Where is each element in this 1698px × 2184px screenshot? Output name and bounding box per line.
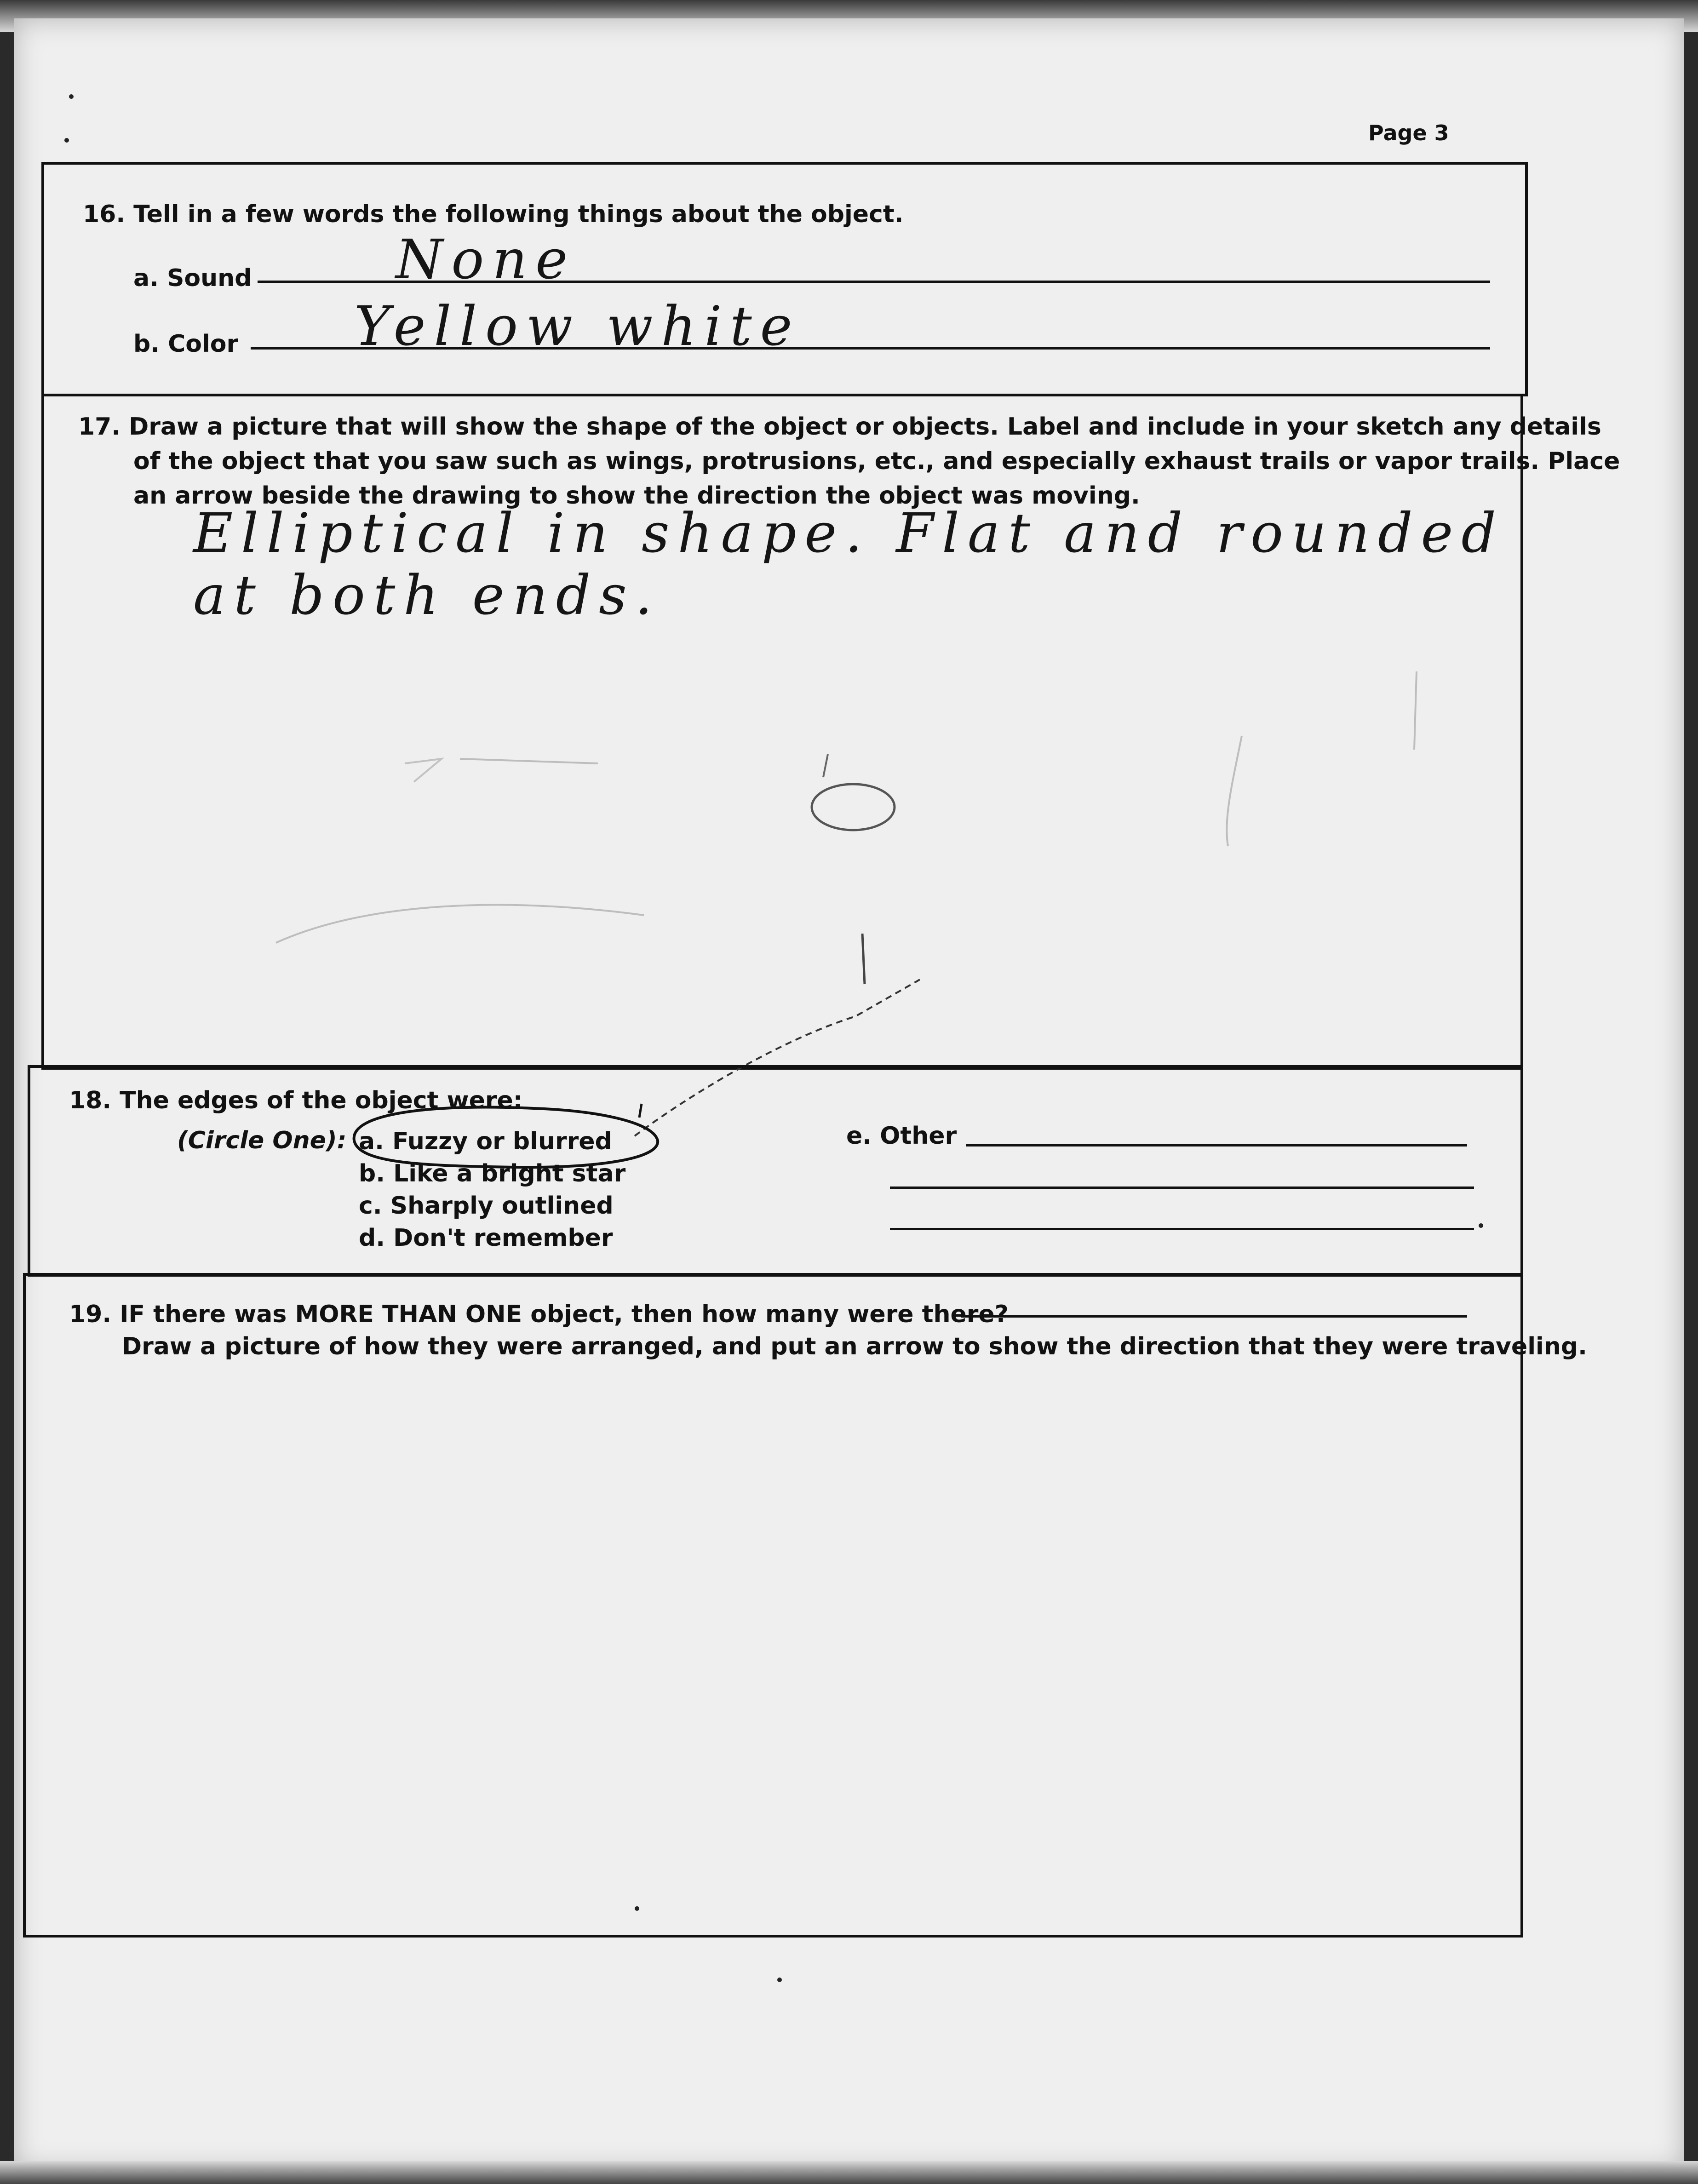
circle-one-instruction: (Circle One): [177, 1127, 347, 1154]
option-c[interactable]: c. Sharply outlined [359, 1192, 614, 1220]
q17-text-1: Draw a picture that will show the shape of the object or objects. Label and include in your sketch any details [129, 413, 1601, 441]
q17-handwriting-1: Elliptical in shape. Flat and rounded [193, 501, 1504, 565]
q19-line1 [69, 1297, 1009, 1332]
speck [64, 138, 69, 143]
option-a[interactable]: a. Fuzzy or blurred [359, 1128, 612, 1155]
sound-answer: None [396, 228, 576, 291]
speck [635, 1906, 639, 1911]
color-label: b. Color [133, 330, 239, 358]
q19-number: 19. [69, 1301, 112, 1328]
q18-number: 18. [69, 1087, 112, 1114]
q18-text: The edges of the object were: [120, 1087, 523, 1114]
option-e-label: e. Other [846, 1122, 957, 1150]
selection-circle [340, 1090, 671, 1173]
q17-number: 17. [78, 413, 121, 441]
q16-text: Tell in a few words the following things about the object. [133, 201, 904, 228]
other-line-3[interactable] [890, 1228, 1474, 1230]
q19-count-line[interactable] [961, 1315, 1467, 1318]
option-b[interactable]: b. Like a bright star [359, 1160, 626, 1187]
section-19-box [23, 1273, 1523, 1938]
q17-line2: of the object that you saw such as wings, protrusions, etc., and especially exhaust trails or vapor trails. Place [133, 447, 1620, 475]
option-d[interactable]: d. Don't remember [359, 1224, 613, 1252]
q19-text-1: IF there was MORE THAN ONE object, then how many were there? [120, 1301, 1009, 1328]
color-answer: Yellow white [354, 294, 801, 358]
q19-line2: Draw a picture of how they were arranged, and put an arrow to show the direction that they were traveling. [122, 1333, 1587, 1360]
other-line-1[interactable] [966, 1144, 1467, 1146]
arrow-stroke [823, 754, 828, 777]
object-ellipse-drawing [812, 784, 895, 830]
tick-mark [862, 934, 865, 984]
faint-arrow [405, 759, 442, 782]
sound-label: a. Sound [133, 264, 252, 292]
q16-number: 16. [83, 201, 126, 228]
other-line-2[interactable] [890, 1187, 1474, 1189]
speck [69, 94, 74, 99]
page-number: Page 3 [1368, 120, 1449, 145]
q17-line3: an arrow beside the drawing to show the direction the object was moving. [133, 482, 1140, 510]
speck [1479, 1223, 1483, 1228]
q17-handwriting-2: at both ends. [193, 563, 661, 627]
faint-erased-marks [276, 671, 1417, 943]
speck [777, 1978, 782, 1982]
